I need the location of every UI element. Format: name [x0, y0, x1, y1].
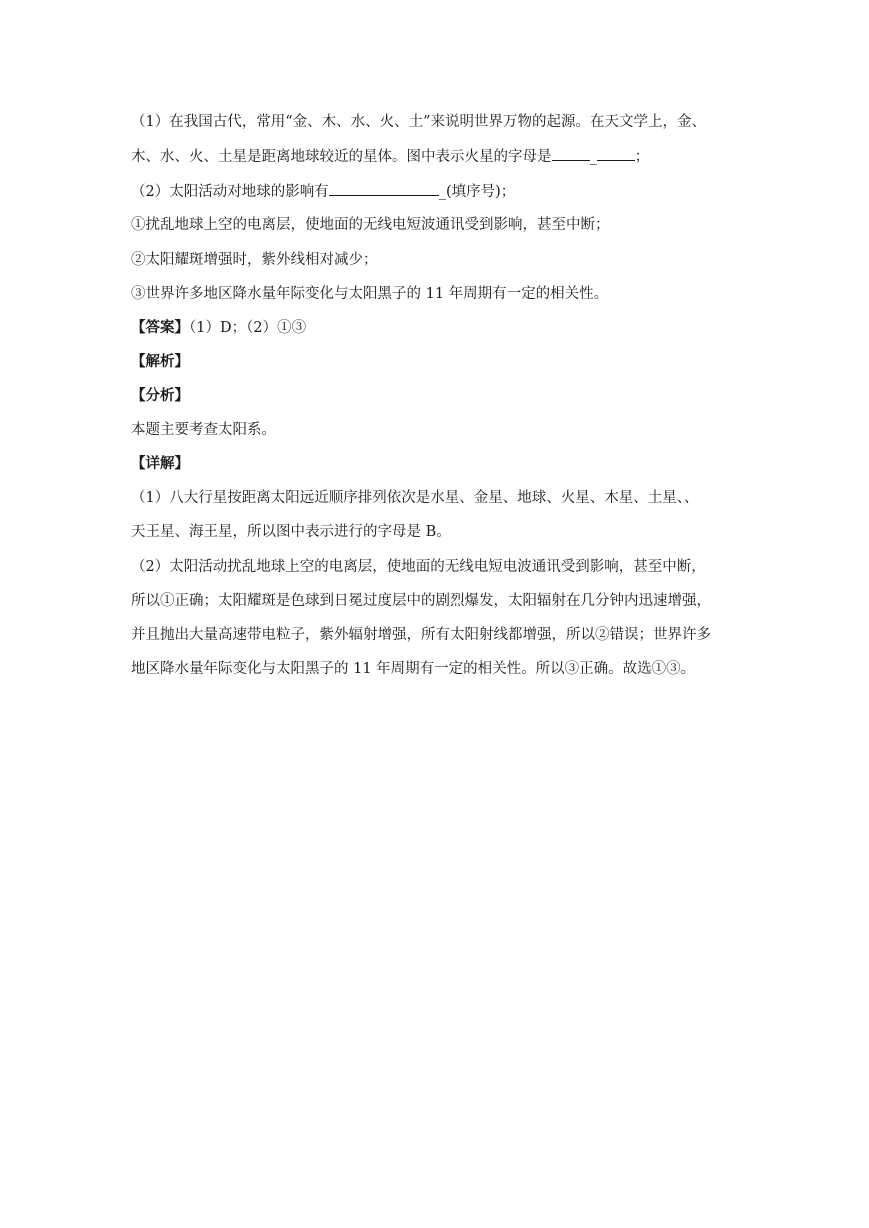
analysis-label: 【解析】: [131, 353, 189, 370]
question-1-line-2: [131, 146, 751, 167]
question-1-text-2: 木、水、火、土星是距离地球较近的星体。图中表示火星的字母是: [131, 149, 552, 165]
detail-p1-line-1: [131, 488, 751, 508]
option-3-text: ③世界许多地区降水量年际变化与太阳黑子的 11 年周期有一定的相关性。: [131, 286, 609, 302]
breakdown-text-line: [131, 420, 751, 440]
question-1-line-1: [131, 112, 751, 132]
answer-blank-2: [329, 181, 439, 196]
question-1-end-punct: ；: [634, 149, 650, 165]
detail-text: 所以①正确；太阳耀斑是色球到日冕过度层中的剧烈爆发，太阳辐射在几分钟内迅速增强，: [131, 593, 711, 609]
detail-label: 【详解】: [131, 455, 189, 472]
breakdown-label: 【分析】: [131, 387, 189, 404]
option-1: [131, 215, 751, 235]
detail-p2-line-3: [131, 625, 751, 645]
question-2-text: （2）太阳活动对地球的影响有: [131, 184, 329, 200]
question-2-end: _(填序号)；: [438, 184, 516, 200]
detail-text: 天王星、海王星，所以图中表示进行的字母是 B。: [131, 524, 451, 540]
answer-blank-1a: [552, 146, 590, 161]
answer-blank-1b: [597, 146, 635, 161]
option-2: [131, 250, 751, 270]
detail-p2-line-4: [131, 659, 751, 679]
detail-text: 并且抛出大量高速带电粒子，紫外辐射增强，所有太阳射线都增强，所以②错误；世界许多: [131, 627, 711, 643]
detail-p2-line-2: [131, 591, 751, 611]
detail-text: （2）太阳活动扰乱地球上空的电离层，使地面的无线电短电波通讯受到影响，甚至中断，: [131, 559, 706, 575]
question-2-line: [131, 181, 751, 202]
option-1-text: ①扰乱地球上空的电离层，使地面的无线电短波通讯受到影响，甚至中断；: [131, 217, 610, 233]
breakdown-heading: [131, 386, 751, 406]
detail-text: 地区降水量年际变化与太阳黑子的 11 年周期有一定的相关性。所以③正确。故选①③。: [131, 661, 696, 677]
option-3: [131, 284, 751, 304]
question-1-text: （1）在我国古代，常用“金、木、水、火、土”来说明世界万物的起源。在天文学上，金、: [131, 114, 707, 130]
breakdown-text: 本题主要考查太阳系。: [131, 422, 276, 438]
detail-text: （1）八大行星按距离太阳远近顺序排列依次是水星、金星、地球、火星、木星、土星、、: [131, 490, 699, 506]
answer-line: [131, 318, 751, 338]
answer-text: （1）D；（2）①③: [189, 320, 307, 336]
answer-label: 【答案】: [131, 319, 189, 336]
detail-heading: [131, 454, 751, 474]
blank-separator: _: [589, 149, 597, 165]
detail-p1-line-2: [131, 522, 751, 542]
analysis-heading: [131, 352, 751, 372]
detail-p2-line-1: [131, 557, 751, 577]
option-2-text: ②太阳耀斑增强时，紫外线相对减少；: [131, 252, 378, 268]
